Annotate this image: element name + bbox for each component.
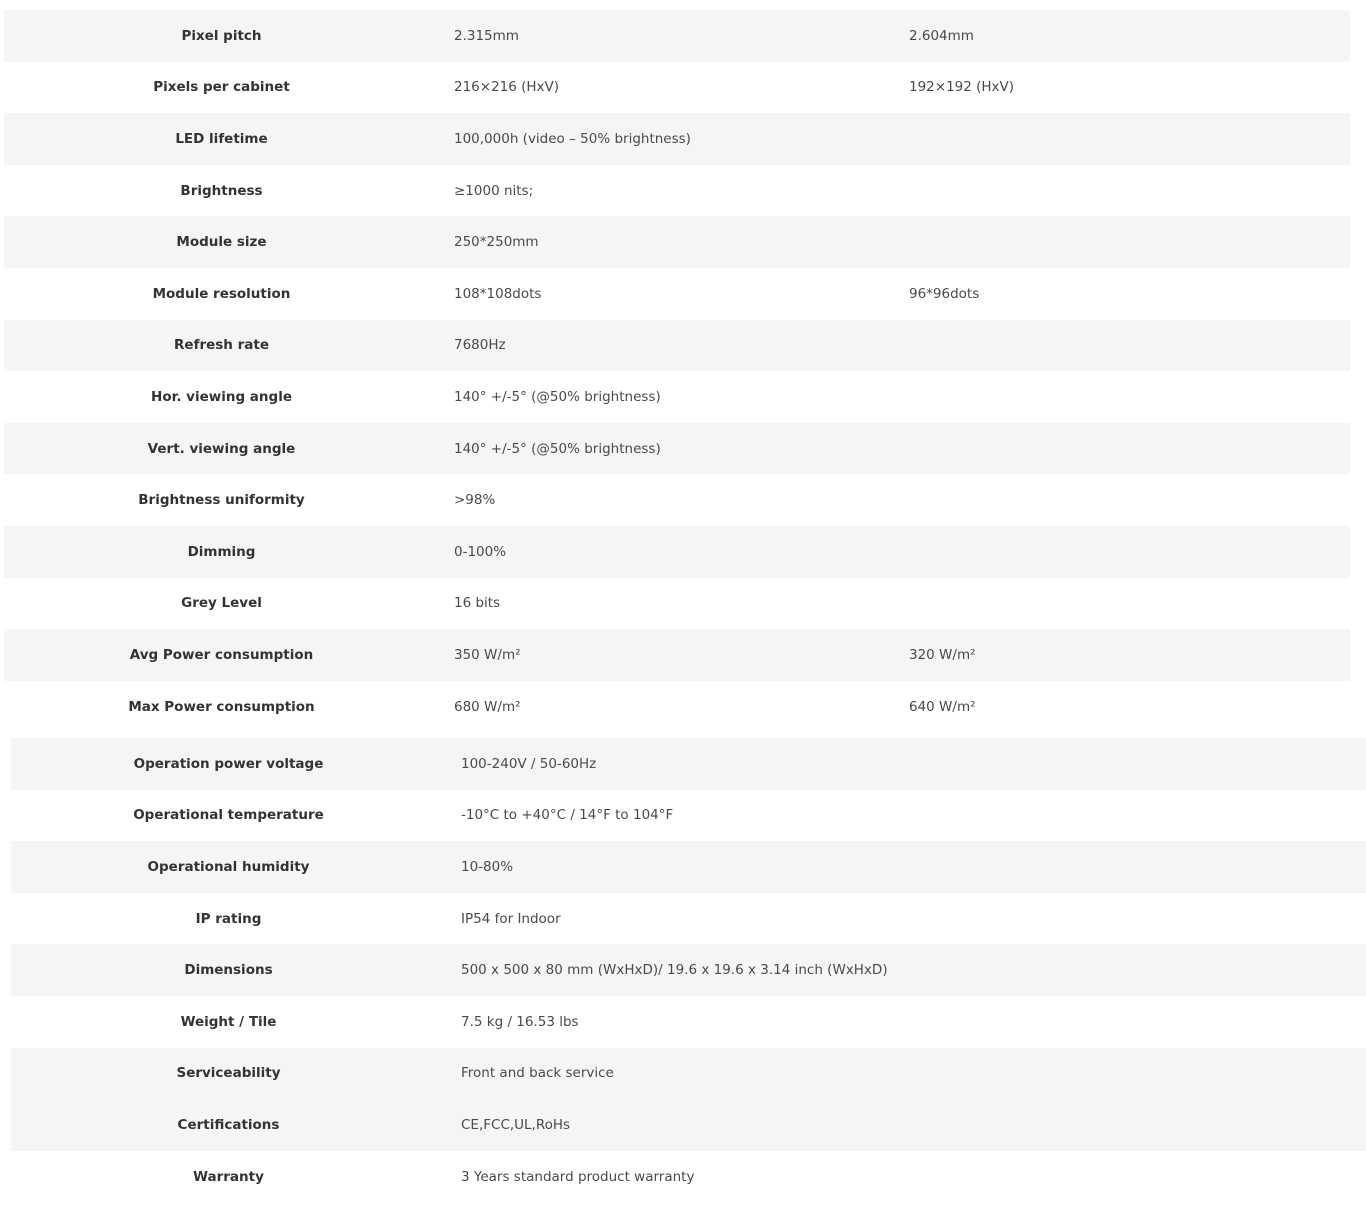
spec-value: 216×216 (HxV) [454, 79, 560, 96]
spec-value: Front and back service [446, 1048, 1366, 1100]
spec-value: 7680Hz [439, 320, 894, 372]
spec-label: Pixels per cabinet [153, 79, 290, 96]
spec-value: 2.315mm [439, 10, 894, 62]
spec-table-pixel [4, 10, 1350, 732]
spec-value: 7.5 kg / 16.53 lbs [461, 1013, 579, 1030]
table-row [4, 423, 1350, 475]
spec-label: Operational humidity [11, 841, 446, 893]
table-row [4, 216, 1350, 268]
spec-label: Avg Power consumption [4, 629, 439, 681]
spec-label: IP rating [195, 910, 262, 927]
spec-label: Brightness [180, 182, 263, 199]
spec-value-alt [894, 578, 1350, 630]
spec-value: 0-100% [439, 526, 894, 578]
spec-value-alt: 320 W/m² [894, 629, 1350, 681]
spec-value-alt: 640 W/m² [909, 698, 976, 715]
spec-label: Pixel pitch [4, 10, 439, 62]
spec-value: 108*108dots [454, 285, 542, 302]
spec-label: Operational temperature [133, 807, 324, 824]
table-row [11, 790, 1366, 842]
table-row [4, 526, 1350, 578]
table-row [11, 944, 1366, 996]
spec-value-alt [894, 423, 1350, 475]
spec-label: Grey Level [181, 595, 262, 612]
table-row [11, 841, 1366, 893]
table-row [4, 268, 1350, 320]
table-row [4, 474, 1350, 526]
table-row [11, 1151, 1366, 1203]
spec-label: Dimensions [11, 944, 446, 996]
spec-value: 3 Years standard product warranty [461, 1168, 695, 1185]
spec-value: -10°C to +40°C / 14°F to 104°F [461, 807, 674, 824]
spec-label: Max Power consumption [128, 698, 315, 715]
spec-value: 100,000h (video – 50% brightness) [439, 113, 894, 165]
spec-label: Module resolution [152, 285, 291, 302]
spec-value: 500 x 500 x 80 mm (WxHxD)/ 19.6 x 19.6 x 3.14 inch (WxHxD) [446, 944, 1366, 996]
spec-value-alt [894, 474, 1350, 526]
spec-value-alt [894, 371, 1350, 423]
spec-label: Serviceability [11, 1048, 446, 1100]
spec-value-alt [894, 526, 1350, 578]
spec-value: 350 W/m² [439, 629, 894, 681]
spec-value: >98% [454, 492, 496, 509]
spec-value-alt: 192×192 (HxV) [909, 79, 1015, 96]
table-row [4, 10, 1350, 62]
table-row [4, 629, 1350, 681]
spec-value-alt [894, 320, 1350, 372]
spec-value-alt [894, 165, 1350, 217]
spec-label: LED lifetime [4, 113, 439, 165]
spec-value-alt [894, 113, 1350, 165]
spec-label: Weight / Tile [180, 1013, 277, 1030]
table-row [4, 320, 1350, 372]
spec-value: 680 W/m² [454, 698, 521, 715]
spec-label: Module size [4, 216, 439, 268]
table-row [4, 578, 1350, 630]
spec-label: Refresh rate [4, 320, 439, 372]
spec-value: 100-240V / 50-60Hz [446, 738, 1366, 790]
table-row [4, 113, 1350, 165]
spec-label: Vert. viewing angle [4, 423, 439, 475]
spec-value: 10-80% [446, 841, 1366, 893]
spec-table-general [11, 738, 1366, 1202]
spec-value: 16 bits [454, 595, 501, 612]
spec-value: ≥1000 nits; [454, 182, 534, 199]
table-row [4, 681, 1350, 733]
table-row [4, 165, 1350, 217]
table-row [11, 738, 1366, 790]
spec-label: Operation power voltage [11, 738, 446, 790]
spec-value-alt: 2.604mm [894, 10, 1350, 62]
spec-value-alt [894, 216, 1350, 268]
table-row [11, 1048, 1366, 1100]
table-row [4, 371, 1350, 423]
spec-value-alt: 96*96dots [909, 285, 980, 302]
table-row [11, 893, 1366, 945]
spec-value: 250*250mm [439, 216, 894, 268]
table-row [11, 1099, 1366, 1151]
table-row [4, 62, 1350, 114]
spec-label: Warranty [193, 1168, 264, 1185]
spec-label: Hor. viewing angle [151, 388, 292, 405]
spec-label: Brightness uniformity [138, 492, 305, 509]
spec-label: Dimming [4, 526, 439, 578]
spec-value: 140° +/-5° (@50% brightness) [439, 423, 894, 475]
spec-value: CE,FCC,UL,RoHs [446, 1099, 1366, 1151]
spec-value: IP54 for Indoor [461, 910, 561, 927]
spec-value: 140° +/-5° (@50% brightness) [454, 388, 661, 405]
spec-label: Certifications [11, 1099, 446, 1151]
table-row [11, 996, 1366, 1048]
